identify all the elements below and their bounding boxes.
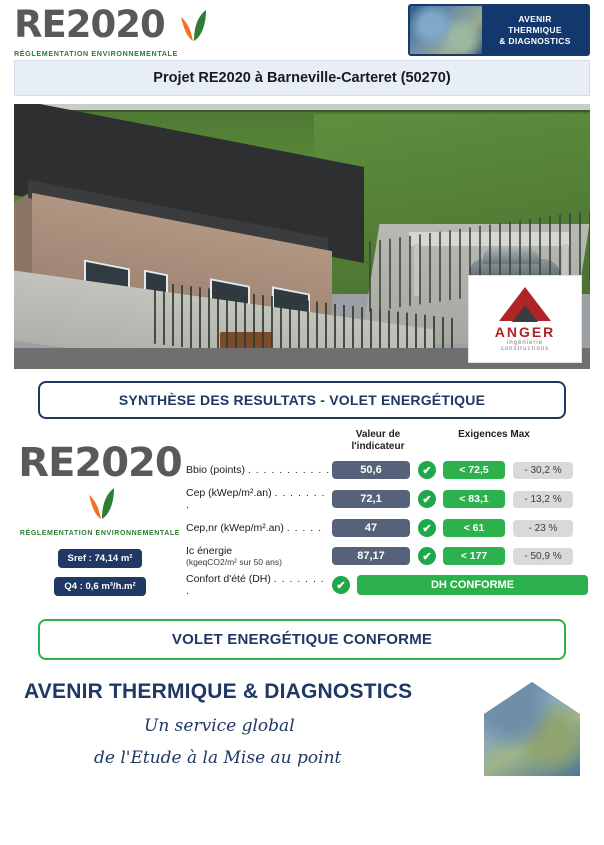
row-exigence: < 177 bbox=[443, 547, 505, 565]
re2020-logo-text bbox=[14, 440, 186, 528]
row-label-text: Bbio (points) bbox=[186, 464, 245, 476]
check-icon: ✔ bbox=[418, 519, 436, 537]
row-dots: . . . . . . . . bbox=[186, 573, 325, 597]
header-valeur-indicateur bbox=[332, 429, 424, 453]
re2020-logo-subtitle: RÉGLEMENTATION ENVIRONNEMENTALE bbox=[14, 49, 178, 58]
re2020-logo-re: RE bbox=[14, 3, 66, 46]
row-label-text: Cep,nr (kWep/m².an) bbox=[186, 522, 284, 534]
row-label-text: Ic énergie bbox=[186, 545, 233, 557]
avenir-thermique-badge bbox=[408, 4, 590, 56]
page-footer bbox=[0, 680, 604, 810]
footer-tagline-1: Un service global bbox=[144, 716, 295, 736]
leaf-icon bbox=[181, 8, 207, 48]
house-shape bbox=[484, 682, 580, 776]
section-banner-synthese: SYNTHÈSE DES RESULTATS - VOLET ENERGÉTIQUE bbox=[38, 381, 566, 419]
row-label-text: Cep (kWep/m².an) bbox=[186, 487, 272, 499]
row-gain: - 30,2 % bbox=[513, 462, 573, 479]
re2020-logo-2020: 2020 bbox=[65, 3, 165, 46]
page-title: Projet RE2020 à Barneville-Carteret (50270) bbox=[14, 60, 590, 96]
result-row bbox=[186, 487, 590, 511]
footer-company-name: AVENIR THERMIQUE & DIAGNOSTICS bbox=[24, 680, 413, 703]
row-value: 87,17 bbox=[332, 547, 410, 565]
row-label bbox=[186, 545, 332, 567]
row-exigence: < 83,1 bbox=[443, 490, 505, 508]
project-photo bbox=[14, 104, 590, 369]
anger-logo bbox=[468, 275, 582, 363]
row-sublabel: (kgeqCO2/m² sur 50 ans) bbox=[186, 557, 282, 567]
badge-text bbox=[482, 6, 588, 54]
row-exigence: < 72,5 bbox=[443, 461, 505, 479]
dh-conforme-bar: DH CONFORME bbox=[357, 575, 588, 595]
re2020-logo-subtitle: RÉGLEMENTATION ENVIRONNEMENTALE bbox=[19, 530, 181, 537]
row-exigence: < 61 bbox=[443, 519, 505, 537]
badge-line-3: & DIAGNOSTICS bbox=[499, 35, 571, 46]
re2020-logo-text bbox=[14, 3, 207, 48]
check-icon: ✔ bbox=[332, 576, 350, 594]
row-label bbox=[186, 464, 332, 476]
header-valeur-line2: l'indicateur bbox=[351, 441, 405, 452]
row-label-text: Confort d'été (DH) bbox=[186, 573, 271, 585]
header-exigences-max: Exigences Max bbox=[458, 429, 530, 440]
row-label bbox=[186, 522, 332, 534]
footer-tagline-2: de l'Etude à la Mise au point bbox=[94, 748, 342, 768]
results-left-column bbox=[14, 429, 186, 603]
results-table bbox=[186, 429, 590, 603]
row-value: 72,1 bbox=[332, 490, 410, 508]
row-dots: . . . . . . . . bbox=[186, 487, 326, 511]
anger-logo-name: ANGER bbox=[494, 323, 556, 340]
pill-sref: Sref : 74,14 m² bbox=[58, 549, 143, 568]
pill-q4: Q4 : 0,6 m³/h.m² bbox=[54, 577, 145, 596]
anger-logo-sub2: constructions bbox=[500, 345, 550, 352]
anger-logo-sub1: ingénierie bbox=[506, 339, 544, 346]
row-gain: - 50,9 % bbox=[513, 548, 573, 565]
row-value: 50,6 bbox=[332, 461, 410, 479]
row-value: 47 bbox=[332, 519, 410, 537]
re2020-logo-header bbox=[14, 3, 207, 58]
page-header bbox=[0, 0, 604, 58]
badge-line-2: THERMIQUE bbox=[508, 24, 562, 35]
house-photo-icon bbox=[484, 682, 580, 776]
result-row-dh bbox=[186, 573, 590, 597]
results-section bbox=[0, 429, 604, 603]
banner-volet-conforme: VOLET ENERGÉTIQUE CONFORME bbox=[38, 619, 566, 660]
row-dots: . . . . . . . . . . . bbox=[247, 464, 331, 476]
re2020-logo-results bbox=[14, 440, 186, 537]
check-icon: ✔ bbox=[418, 461, 436, 479]
row-label bbox=[186, 573, 332, 597]
anger-triangle-icon bbox=[499, 287, 551, 321]
leaf-icon bbox=[89, 485, 115, 528]
row-dots: . . . . . bbox=[286, 522, 323, 534]
result-row bbox=[186, 545, 590, 567]
row-gain: - 13,2 % bbox=[513, 491, 573, 508]
header-valeur-line1: Valeur de bbox=[355, 429, 401, 440]
re2020-logo-2020: 2020 bbox=[74, 440, 182, 486]
row-gain: - 23 % bbox=[513, 520, 573, 537]
result-row bbox=[186, 459, 590, 481]
results-column-headers bbox=[186, 429, 590, 453]
result-row bbox=[186, 517, 590, 539]
badge-image bbox=[410, 6, 482, 54]
row-label bbox=[186, 487, 332, 511]
header-spacer bbox=[186, 429, 332, 453]
badge-line-1: AVENIR bbox=[518, 13, 552, 24]
check-icon: ✔ bbox=[418, 547, 436, 565]
re2020-logo-re: RE bbox=[18, 440, 75, 486]
check-icon: ✔ bbox=[418, 490, 436, 508]
